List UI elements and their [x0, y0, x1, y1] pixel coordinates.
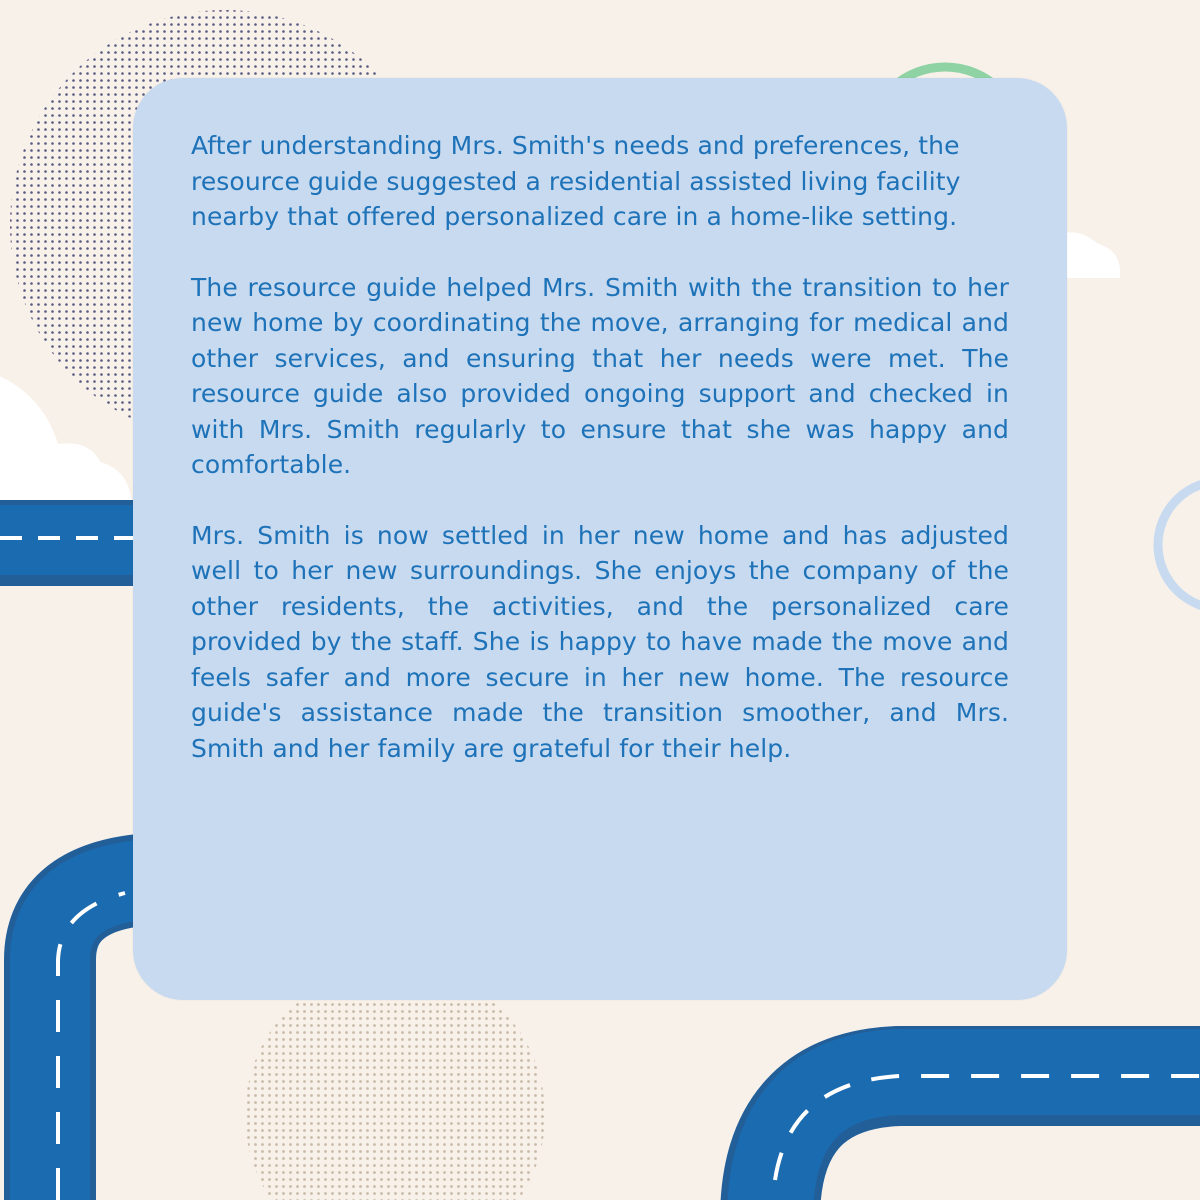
story-paragraph-2: The resource guide helped Mrs. Smith with the transition to her new home by coordinating the move, arranging for medical and other services, and ensuring that her needs were met. The resource guide also provided ongoing support and checked in with Mrs. Smith regularly to ensure that she was happy and comfortable.	[191, 272, 1009, 479]
road-icon	[50, 880, 140, 1200]
road-icon	[0, 500, 150, 586]
story-paragraph-1: After understanding Mrs. Smith's needs and preferences, the resource guide suggested a residential assisted living facility nearby that offered personalized care in a home-like setting.	[191, 131, 961, 231]
ring-icon	[1158, 481, 1200, 609]
story-paragraph-3: Mrs. Smith is now settled in her new home and has adjusted well to her new surroundings. She enjoys the company of the other residents, the activities, and the personalized care provided by the staff. She is happy to have made the move and feels safer and more secure in her new home. The resource guide's assistance made the transition smoother, and Mrs. Smith and her family are grateful for their help.	[191, 520, 1009, 763]
dot-pattern-circle-icon	[245, 965, 545, 1200]
story-card	[133, 78, 1067, 1000]
road-icon	[770, 1072, 1200, 1200]
